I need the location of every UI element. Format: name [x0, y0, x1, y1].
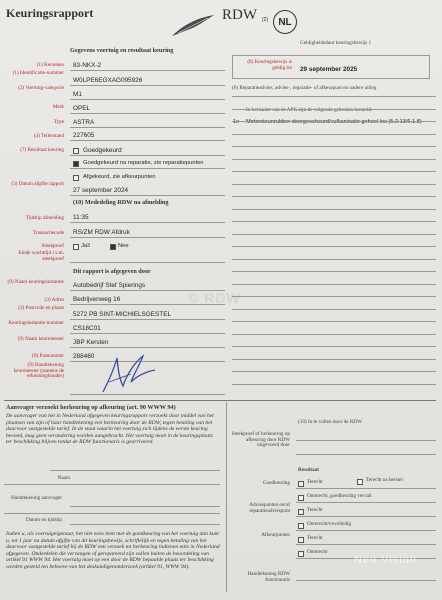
left-section-title: Gegevens voertuig en resultaat keuring: [70, 47, 174, 54]
repair-rule: [232, 271, 436, 272]
aanvraag-datum-label: Datum en tijdstip: [25, 517, 62, 523]
repair-rule: [232, 246, 436, 247]
country-superscript: (2): [262, 17, 269, 23]
repair-rule: [232, 96, 436, 97]
aanvraag-handtekening-label: Handtekening aanvrager: [11, 495, 62, 501]
center-watermark: © RDW: [188, 290, 241, 306]
repair-rule: [232, 346, 436, 347]
identificatie-value: W0LPE6EGXAG095926: [73, 77, 143, 84]
afmelding-title: (10) Mededeling RDW na afmelding: [73, 199, 169, 206]
repair-rule: [232, 309, 436, 310]
rdw-logo-text: RDW: [222, 7, 257, 23]
teller-value: 227605: [73, 132, 95, 139]
repair-rule: [232, 134, 436, 135]
repair-rule: [232, 209, 436, 210]
rdw-opt-checkbox-1[interactable]: [357, 479, 363, 485]
result-option-checkbox-1[interactable]: [73, 161, 79, 167]
pasnummer-value: 288460: [73, 353, 95, 360]
steekproef-ja: [81, 243, 90, 249]
postcode-label: (3) Postcode en plaats: [18, 305, 64, 311]
validity-title-text: Geldigheidsduur keuringsbewijs: [300, 40, 368, 46]
tijdstip-value: 11:35: [73, 214, 89, 221]
repair-rule: [232, 284, 436, 285]
steekproef-nee: Nee: [118, 243, 129, 249]
result-option-checkbox-0[interactable]: [73, 148, 79, 154]
rdw-opt-5: Terecht: [307, 535, 323, 541]
adres-label: (3) Adres: [44, 297, 64, 303]
afgegeven-title: Dit rapport is afgegeven door: [73, 268, 151, 275]
repair-rule: [232, 196, 436, 197]
rdw-afkeur-label: Afkeurpunten: [261, 532, 290, 538]
wachttijd-label: Einde wachttijd i.v.m. steekproef: [18, 250, 64, 262]
teller-label: (4) Tellerstand: [33, 133, 64, 139]
repair-rule: [232, 184, 436, 185]
result-option-0: Goedgekeurd: [83, 147, 122, 154]
rdw-advies-label: Adviespunten en/of reparatieadviespunt: [249, 502, 290, 514]
repair-rule: [232, 384, 436, 385]
result-option-2: Afgekeurd, zie afkeurpunten: [83, 174, 156, 180]
aanvraag-info-paragraph: Indien u, als voertuigeigenaar, het niet eens bent met de goedkeuring van het voertuig dan kunt u, tot 1 jaar na datum afgifte van dit keuringsbewijs, schriftelijk en tegen betaling van het daarvoor vastgestelde tarief bij de RDW een verzoek tot herkeuring indienen mits in Nederland afgegeven. Onderdelen die vervangen of gerepareerd zijn vallen buiten de beoordeling van artikel 91 WWW 94. Het voertuig moet op een door de RDW bepaalde plaats ter beschikking worden gesteld ten behoeve van het deskundigenonderzoek (artikel 91, WWW 94).: [6, 531, 220, 570]
rdw-opt-0: Terecht: [307, 479, 323, 485]
repair-item-text: Motorsteunrubber doorgescheurd/vulkanisatie geheel los (5.2.13/6.1.8): [246, 119, 422, 125]
repair-title: (6) Reparatieadvies, advies-, reparatie- of afkeurpunt en nadere uitleg: [232, 85, 377, 91]
rdw-opt-checkbox-6[interactable]: [298, 551, 304, 557]
repair-intro: In het kader van de APK zijn de volgende gebreken hersteld:: [246, 107, 373, 113]
validity-sup: 1: [368, 41, 372, 46]
repair-rule: [232, 171, 436, 172]
repair-rule: [232, 321, 436, 322]
steekproef-ja-checkbox[interactable]: [73, 244, 79, 250]
naam-instantie-value: Autobedrijf Stef Spierings: [73, 282, 146, 289]
rdw-steekproef-label: Steekproef of herkeuring op afkeuring door RDW uitgevoerd door: [231, 431, 290, 449]
repair-rule: [232, 296, 436, 297]
steekproef-ja-sup: 3: [87, 243, 90, 249]
repair-rule: [232, 159, 436, 160]
rdw-opt-4: Onterecht/vovolledig: [307, 521, 352, 527]
rdw-opt-checkbox-4[interactable]: [298, 523, 304, 529]
postcode-value: 5272 PB SINT-MICHIELSGESTEL: [73, 311, 172, 318]
adres-value: Bedrijvenweg 16: [73, 296, 121, 303]
datum-value: 27 september 2024: [73, 187, 129, 194]
rdw-opt-checkbox-3[interactable]: [298, 509, 304, 515]
result-option-1: Goedgekeurd na reparatie, zie reparatiepunten: [83, 160, 204, 166]
rdw-box-title: (10) In te vullen door de RDW: [298, 419, 362, 425]
type-label: Type: [53, 119, 64, 125]
repair-rule: [232, 371, 436, 372]
repair-rule: [232, 234, 436, 235]
steekproef-nee-checkbox[interactable]: [110, 244, 116, 250]
validity-title: [300, 41, 371, 47]
steekproef-label: Steekproef: [41, 243, 64, 249]
document-title: Keuringsrapport: [6, 6, 94, 20]
rdw-handtekening-label: Handtekening RDW functionaris: [247, 571, 290, 583]
validity-value: 29 september 2025: [300, 66, 358, 73]
rdw-opt-3: Terecht: [307, 507, 323, 513]
rdw-opt-checkbox-0[interactable]: [298, 481, 304, 487]
neo-vision-watermark: Neo Vision: [354, 554, 417, 566]
categorie-value: M1: [73, 91, 82, 98]
rdw-opt-checkbox-5[interactable]: [298, 537, 304, 543]
merk-label: Merk: [52, 104, 64, 110]
validity-label: (8) Keuringsbewijs is geldig tot: [247, 59, 292, 71]
country-badge: [273, 10, 297, 34]
kenteken-value: 83-NKX-2: [73, 62, 102, 69]
tijdstip-label: Tijdstip afmelding: [25, 215, 64, 221]
rdw-goedkeuring-label: Goedkeuring: [262, 480, 290, 486]
pasnummer-label: (9) Pasnummer: [32, 353, 64, 359]
identificatie-label: (1) Identificatie-nummer: [12, 70, 64, 76]
resultaat-label: (7) Resultaat keuring: [20, 147, 64, 153]
country-code: NL: [278, 16, 292, 28]
keuringsinstantie-value: CS18C01: [73, 325, 101, 332]
naam-instantie-label: (9) Naam keuringsinstantie: [7, 279, 64, 285]
repair-rule: [232, 109, 436, 110]
repair-item-num: 1x: [233, 119, 239, 125]
merk-value: OPEL: [73, 105, 91, 112]
kenteken-label: (1) Kenteken: [36, 62, 64, 68]
repair-rule: [232, 146, 436, 147]
result-option-checkbox-2[interactable]: [73, 175, 79, 181]
handtekening-keurmeester-label: (9) Handtekening keurmeester (namens de erkenninghouder): [13, 362, 64, 380]
aanvraag-title: Aanvrager verzoekt herkeuring op afkeuring (art. 90 WWW 94): [6, 404, 176, 411]
datum-label: (3) Datum afgifte rapport: [11, 181, 64, 187]
rdw-opt-1: Terecht na herstel: [366, 477, 403, 483]
repair-rule: [232, 221, 436, 222]
steekproef-ja-text: Ja: [81, 243, 88, 249]
feather-logo-icon: [168, 12, 218, 38]
keurmeester-label: (9) Naam keurmeester: [17, 336, 64, 342]
transactie-label: Transactiecode: [32, 230, 64, 236]
repair-rule: [232, 121, 436, 122]
keurmeester-value: JBP Kersten: [73, 339, 109, 346]
rdw-opt-2: Onterecht, goedkeuring vervalt: [307, 493, 372, 499]
rdw-opt-checkbox-2[interactable]: [298, 495, 304, 501]
type-value: ASTRA: [73, 119, 95, 126]
rdw-resultaat: Resultaat: [298, 467, 320, 473]
signature-icon: [95, 352, 165, 398]
categorie-label: (2) Voertuig-categorie: [18, 85, 64, 91]
keuringsinstantie-label: Keuringsinstantie-nummer: [8, 320, 64, 326]
aanvraag-paragraph: De aanvrager van het in Nederland afgegeven keuringsrapport verzoekt door middel van het plaatsen van zijn of haar handtekening een herkeuring door de RDW, tegen betaling van het daarvoor vastgestelde tarief. In de staat waarin het voertuig zich tijdens de eerste keuring bevond, mag geen verandering worden aangebracht. Het voertuig moet in de keuringsplaats ter beschikking blijven totdat de RDW functionaris is gearriveerd.: [6, 413, 214, 445]
aanvraag-naam-label: Naam: [57, 475, 70, 481]
repair-rule: [232, 259, 436, 260]
rdw-opt-6: Onterecht: [307, 549, 328, 555]
transactie-value: RS/ZM RDW Afdruk: [73, 229, 130, 236]
repair-rule: [232, 334, 436, 335]
repair-rule: [232, 359, 436, 360]
